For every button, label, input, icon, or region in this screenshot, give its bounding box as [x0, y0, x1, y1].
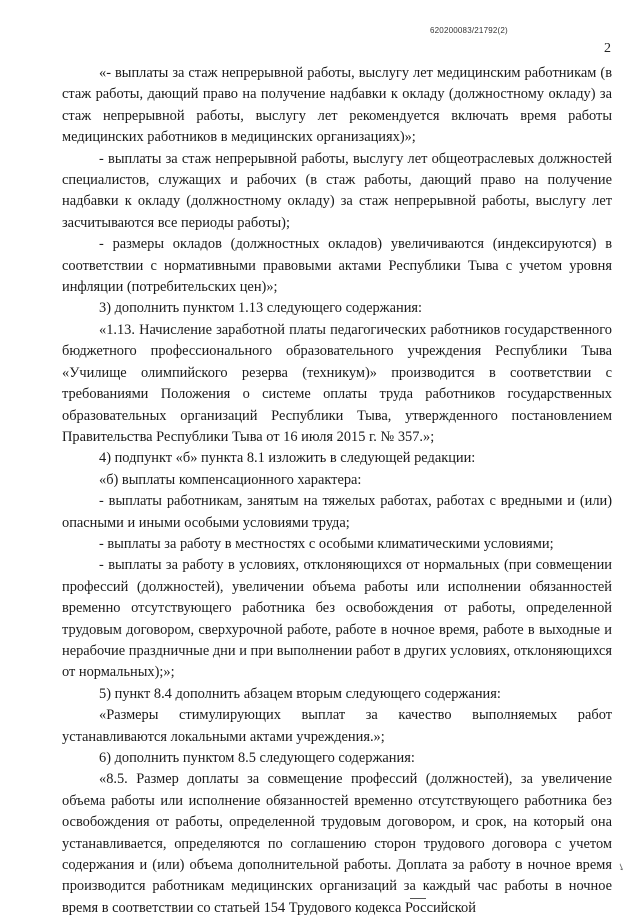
paragraph: - выплаты за работу в местностях с особыми климатическими условиями; — [99, 535, 554, 552]
paragraph: 4) подпункт «б» пункта 8.1 изложить в следующей редакции: — [99, 450, 476, 467]
document-id: 620200083/21792(2) — [430, 26, 508, 35]
paragraph: «б) выплаты компенсационного характера: — [99, 471, 362, 488]
divider — [410, 898, 426, 899]
handwritten-mark-icon: ✓ — [615, 861, 630, 874]
document-body — [62, 63, 612, 919]
paragraph: «8.5. Размер доплаты за совмещение профессий (должностей), за увеличение объема работы или исполнение обязанностей временно отсутствующего работника без освобождения от работы, определенной трудовым договором, и срок, на который она устанавливается, определяются по соглашению сторон трудового договора с учетом содержания и (или) объема дополнительной работы. Доплата за работу в ночное время производится работникам медицинских организаций за каждый час работы в ночное время в соответствии со статьей 154 Трудового кодекса Российской — [62, 771, 612, 916]
page-number: 2 — [604, 41, 611, 56]
paragraph: - выплаты за стаж непрерывной работы, выслугу лет общеотраслевых должностей специалистов, служащих и рабочих (в стаж работы, дающий право на получение надбавки к окладу (должностному окладу) за стаж непрерывной работы, выслугу лет засчитываются все периоды работы); — [62, 150, 612, 231]
paragraph: 6) дополнить пунктом 8.5 следующего содержания: — [99, 750, 415, 766]
paragraph: 5) пункт 8.4 дополнить абзацем вторым следующего содержания: — [99, 685, 501, 702]
paragraph: - размеры окладов (должностных окладов) увеличиваются (индексируются) в соответствии с нормативными правовыми актами Республики Тыва с учетом уровня инфляции (потребительских цен)»; — [62, 236, 612, 296]
paragraph: - выплаты за работу в условиях, отклоняющихся от нормальных (при совмещении профессий (должностей), увеличении объема работы или исполнении обязанностей временно отсутствующего работника без освобождения от работы, определенной трудовым договором, сверхурочной работе, работе в ночное время, работе в выходные и нерабочие праздничные дни и при выполнении работ в других условиях, отклоняющихся от нормальных);»; — [62, 557, 612, 681]
paragraph: «1.13. Начисление заработной платы педагогических работников государственного бюджетного профессионального образовательного учреждения Республики Тыва «Училище олимпийского резерва (техникум)» производится в соответствии с требованиями Положения о системе оплаты труда работников государственных образовательных организаций Республики Тыва, утвержденного постановлением Правительства Республики Тыва от 16 июля 2015 г. № 357.»; — [62, 321, 612, 445]
paragraph: «- выплаты за стаж непрерывной работы, выслугу лет медицинским работникам (в стаж работы, дающий право на получение надбавки к окладу (должностному окладу) за стаж непрерывной работы, выслугу лет рекомендуется включать время работы медицинских работников в медицинских организациях)»; — [62, 65, 612, 146]
paragraph: «Размеры стимулирующих выплат за качество выполняемых работ устанавливаются локальными актами учреждения.»; — [62, 707, 612, 745]
paragraph: - выплаты работникам, занятым на тяжелых работах, работах с вредными и (или) опасными и иными особыми условиями труда; — [62, 493, 612, 531]
paragraph: 3) дополнить пунктом 1.13 следующего содержания: — [99, 300, 423, 317]
